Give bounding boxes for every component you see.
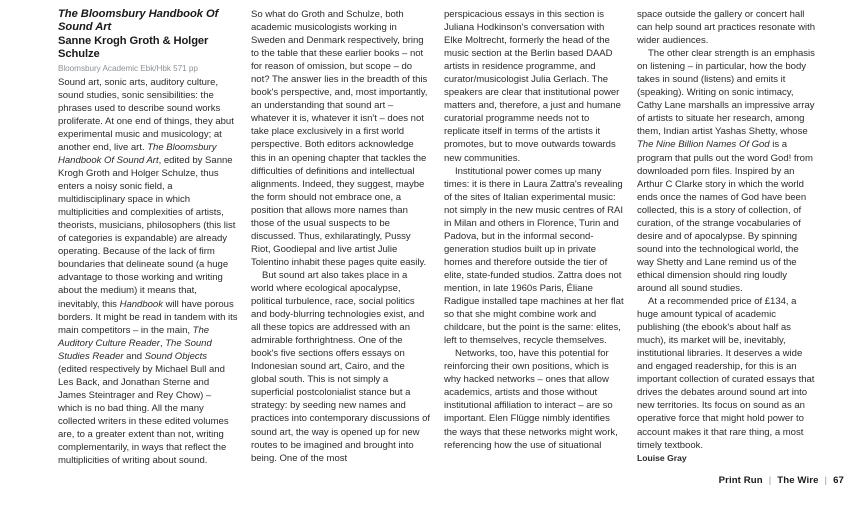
text-run: is a program that pulls out the word God! from downloaded porn files. Inspired by an Arthur C Clarke story in which the world ends once the names of God have been collected, this is a story of collection, of curation, of the strange vocabularies of desire and of apocalypse. By spinning sound into the technological world, the way Shetty and Lane remind us of the ethical dimension should ring loudly around all sound studies. — [637, 139, 813, 294]
paragraph — [637, 47, 817, 295]
text-run: Networks, too, have this potential for reinforcing their own positions, which is why hacked networks – ones that allow academics, artists and those without institutional affiliation to interact – are so important. Elen Flügge nimbly identifies the ways that these networks might work, referencing how the use of situational — [444, 348, 618, 451]
text-run: At a recommended price of £134, a huge amount typical of academic publishing (the ebook's about half as much), its market will be, inevitably, institutional libraries. It deserves a wide and engaged readership, for this is an important collection of curated essays that drives the debates around sound art into new territories. Its focus on sound as an operative force that might hold power to account makes it that rare thing, a most timely textbook. — [637, 296, 815, 451]
column-1 — [58, 8, 238, 467]
paragraph — [637, 8, 817, 47]
book-title: The Bloomsbury Handbook Of Sound Art — [58, 8, 219, 34]
text-run: perspicacious essays in this section is Juliana Hodkinson's conversation with Elke Moltrecht, formerly the head of the music section at the Berlin based DAAD artists in residence programme, and curator/musicologist Julia Gerlach. The speakers are clear that institutional power matters and, therefore, a just and humane curatorial programme needs not to replicate itself in terms of the artists it promotes, but to move outwards towards new communities. — [444, 9, 621, 164]
text-run: But sound art also takes place in a world where ecological apocalypse, political turbulence, race, social politics and body-blurring technologies exist, and all these topics are addressed with an admirable forthrightness. One of the book's five sections offers essays on Indonesian sound art, Cairo, and the global south. This is not simply a superficial postcolonialist stance but a strategy: by seeding new names and practices into contemporary discussions of sound art, the way is opened up for new routes to be imagined and brought into being. One of the most — [251, 269, 431, 464]
text-run: Institutional power comes up many times: it is there in Laura Zattra's revealing of the sites of Italian experimental music: not simply in the new music centres of RAI in Milan and others in Florence, Turin and Padova, but in the informal second-generation studios built up in private homes and therefore outside the tier of elite, state-funded studios. Zattra does not mention, in late 1960s Paris, Éliane Radigue installed tape machines at her flat so that she might combine work and childcare, but the point is the same: elites, left to themselves, recycle themselves. — [444, 165, 624, 347]
paragraph — [58, 76, 238, 467]
italic-title-run: The Auditory Culture Reader — [58, 324, 210, 349]
text-run: Sound art, sonic arts, auditory culture, sound studies, sonic sensibilities: the phrases used to describe sound works proliferate. At one end of things, they abut experimental music and musicology; at another end, live art. — [58, 76, 234, 153]
footer-separator-1: | — [768, 475, 772, 486]
column-2-body — [251, 8, 431, 465]
publisher-info: Bloomsbury Academic Ebk/Hbk 571 pp — [58, 63, 198, 73]
text-run: will have porous borders. It might be read in tandem with its main competitors – in the main, — [58, 298, 238, 336]
footer-publication: The Wire — [777, 475, 819, 486]
text-run: So what do Groth and Schulze, both academic musicologists working in Sweden and Denmark respectively, bring to the table that these earlier books – not for reason of omission, but scope – do not? The answer lies in the breadth of this book's perspective, and, most importantly, an understanding that sound art – whatever it is, whatever it isn't – does not take place exclusively in a first world perspective. Both editors acknowledge this in an opening chapter that tackles the difficulties of definitions and intellectual alignments. Indeed, they suggest, maybe the form should not embrace one, a position that allows more names than those of the usual suspects to be discussed. Thus, exhilaratingly, Pussy Riot, Goodiepal and live artist Julie Tolentino inhabit these pages quite easily. — [251, 9, 428, 268]
paragraph — [251, 269, 431, 465]
italic-title-run: The Nine Billion Names Of God — [637, 139, 770, 151]
footer-section: Print Run — [718, 475, 763, 486]
italic-title-run: Handbook — [119, 298, 163, 310]
column-2 — [251, 8, 431, 464]
column-1-body — [58, 76, 238, 467]
text-run: space outside the gallery or concert hall can help sound art practices resonate with wider audiences. — [637, 9, 816, 47]
text-run: and — [123, 350, 145, 362]
italic-title-run: Sound Objects — [144, 350, 208, 362]
paragraph — [444, 8, 624, 165]
footer-separator-2: | — [824, 475, 828, 486]
italic-title-run: The Bloomsbury Handbook Of Sound Art — [58, 141, 217, 166]
text-run: The other clear strength is an emphasis on listening – in particular, how the body takes in sound (listens) and emits it (speaking). Writing on sonic intimacy, Cathy Lane marshalls an impressive array of artists to situate her research, among them, Indian artist Yashas Shetty, whose — [637, 48, 815, 138]
footer-page-number: 67 — [833, 475, 844, 486]
article-columns — [58, 8, 844, 467]
article-byline: Louise Gray — [637, 452, 687, 463]
column-3 — [444, 8, 624, 453]
book-authors: Sanne Krogh Groth & Holger Schulze — [58, 34, 209, 61]
text-run: , — [159, 337, 166, 349]
paragraph — [251, 8, 431, 269]
column-3-body — [444, 8, 624, 452]
text-run: (edited respectively by Michael Bull and Les Back, and Jonathan Sterne and James Steintrager and Rey Chow) – which is no bad thing. All the many collected writers in these edited volumes are, to a greater extent than not, writing complementarily, in ways that reflect the multiplicities of writing about sound. — [58, 363, 229, 467]
column-4-body — [637, 8, 817, 452]
paragraph — [637, 295, 817, 452]
column-4 — [637, 8, 817, 463]
paragraph — [444, 347, 624, 451]
paragraph — [444, 165, 624, 348]
text-run: , edited by Sanne Krogh Groth and Holger Schulze, thus enters a noisy sonic field, a multidisciplinary space in which multiplicities and complexities of artists, theorists, musicians, philosophers (this list of categories is expandable) are already operating. Because of the lack of firm boundaries that delineate sound (a huge advantage to those working and writing about the medium) it means that, inevitably, this — [58, 155, 236, 310]
italic-title-run: The Sound Studies Reader — [58, 337, 212, 362]
page-footer — [719, 475, 844, 486]
